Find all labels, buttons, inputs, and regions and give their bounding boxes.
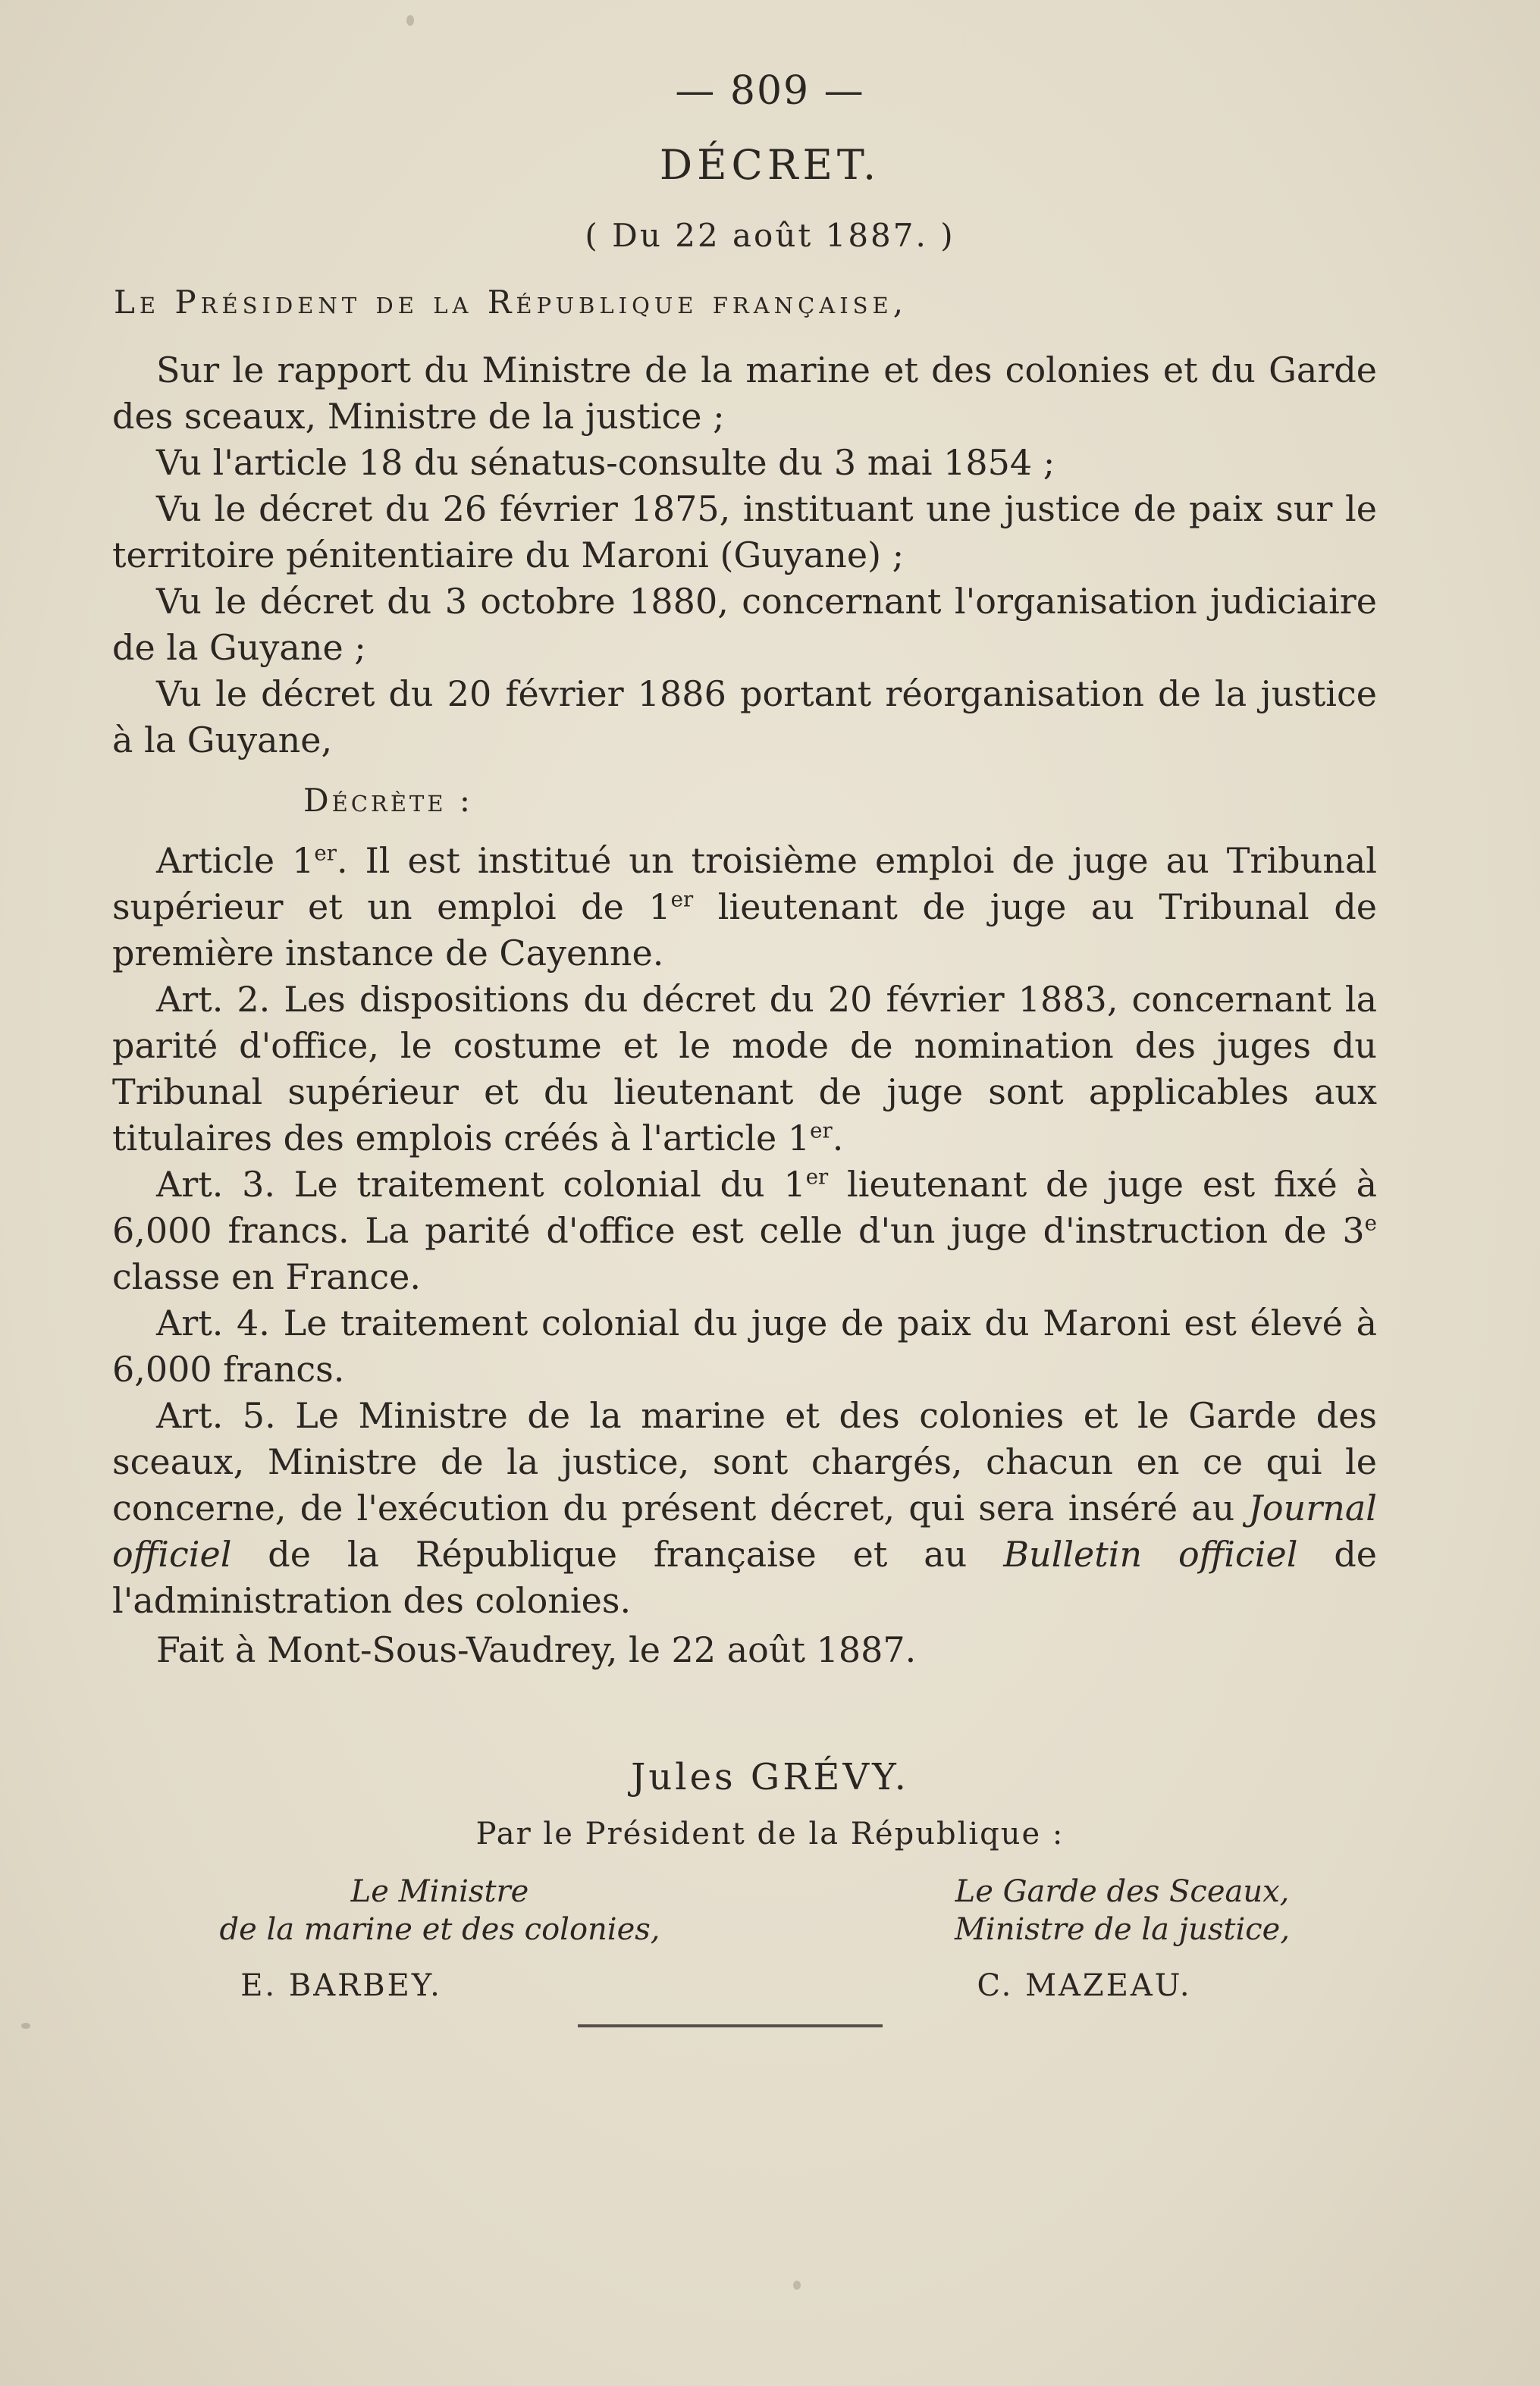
closing-rule [578, 2024, 883, 2027]
left-title-line2: de la marine et des colonies, [219, 1912, 660, 1947]
fait-a-line: Fait à Mont-Sous-Vaudrey, le 22 août 1887. [156, 1629, 917, 1670]
article-1: Article 1er. Il est institué un troisième emploi de juge au Tribunal supérieur et un emploi de 1er lieutenant de juge au Tribunal de première instance de Cayenne. [112, 840, 1377, 974]
recital-rapport: Sur le rapport du Ministre de la marine et des colonies et du Garde des sceaux, Ministre de la justice ; [112, 350, 1377, 437]
signatory-right-name: C. MAZEAU. [977, 1968, 1192, 2003]
paper-speck [21, 2023, 30, 2029]
recital-decret-1886: Vu le décret du 20 février 1886 portant réorganisation de la justice à la Guyane, [112, 673, 1377, 760]
left-title-line1: Le Ministre [350, 1874, 529, 1909]
article-3: Art. 3. Le traitement colonial du 1er lieutenant de juge est fixé à 6,000 francs. La parité d'office est celle d'un juge d'instruction de 3e classe en France. [112, 1164, 1377, 1297]
article-5: Art. 5. Le Ministre de la marine et des colonies et le Garde des sceaux, Ministre de la justice, sont chargés, chacun en ce qui le concerne, de l'exécution du présent décret, qui sera inséré au Journal officiel de la République française et au Bulletin officiel de l'administration des colonies. [112, 1395, 1377, 1621]
page-title: DÉCRET. [659, 141, 881, 189]
decree-date: ( Du 22 août 1887. ) [585, 217, 955, 254]
signatory-left-name: E. BARBEY. [240, 1968, 442, 2003]
paper-speck [793, 2281, 801, 2290]
right-title-line2: Ministre de la justice, [954, 1912, 1291, 1947]
recital-decret-1880: Vu le décret du 3 octobre 1880, concernant l'organisation judiciaire de la Guyane ; [112, 581, 1377, 668]
article-4: Art. 4. Le traitement colonial du juge de paix du Maroni est élevé à 6,000 francs. [112, 1303, 1377, 1390]
page-number: — 809 — [675, 68, 865, 114]
signature-president: Jules GRÉVY. [631, 1756, 909, 1798]
signatory-left [152, 1873, 728, 1949]
right-title-line1: Le Garde des Sceaux, [955, 1874, 1290, 1909]
decree-heading: Le Président de la République française, [114, 284, 908, 321]
recital-senatus: Vu l'article 18 du sénatus-consulte du 3 mai 1854 ; [156, 442, 1055, 483]
decree-body [112, 347, 1377, 1673]
par-le-president: Par le Président de la République : [475, 1817, 1065, 1851]
article-2: Art. 2. Les dispositions du décret du 20 février 1883, concernant la parité d'office, le costume et le mode de nomination des juges du Tribunal supérieur et du lieutenant de juge sont applicables aux titulaires des emplois créés à l'article 1er. [112, 979, 1377, 1159]
paper-speck [406, 15, 414, 26]
recital-decret-1875: Vu le décret du 26 février 1875, instituant une justice de paix sur le territoire pénitentiaire du Maroni (Guyane) ; [112, 488, 1377, 575]
decrete-heading: Décrète : [303, 782, 474, 819]
signatory-right [834, 1873, 1410, 1949]
